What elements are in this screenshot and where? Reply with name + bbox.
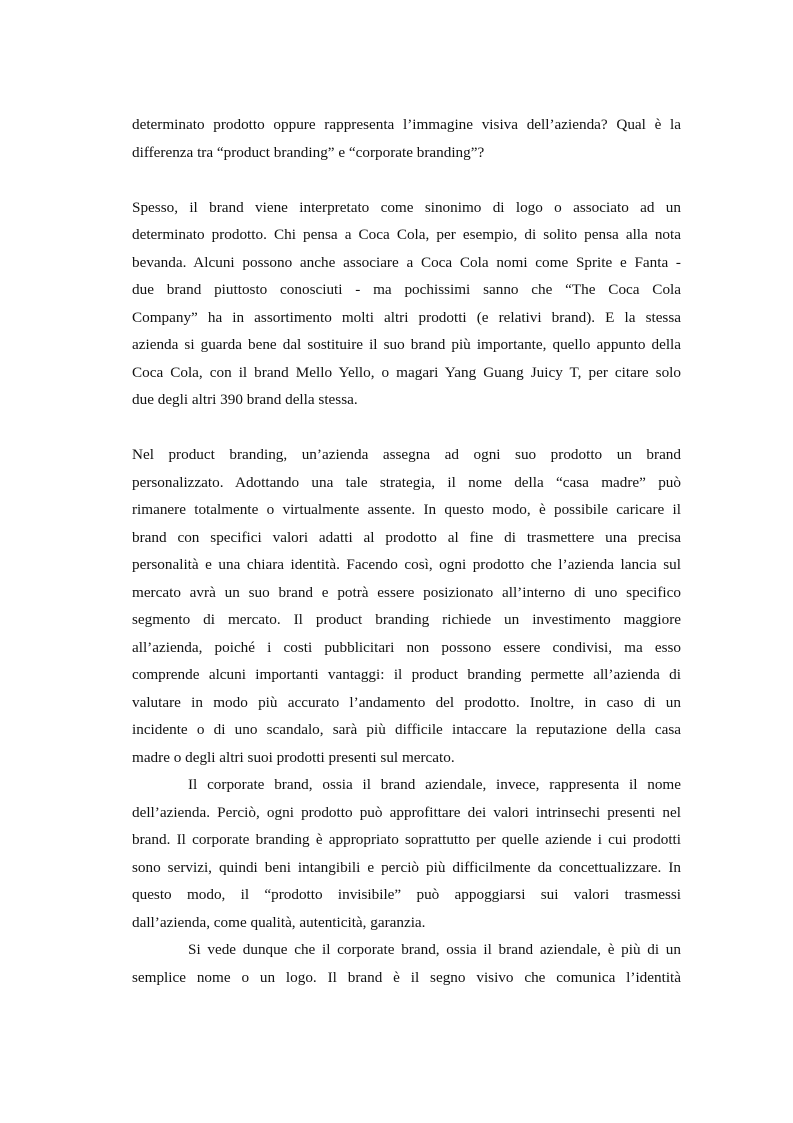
text-line: brand. Il corporate branding è appropriato soprattutto per quelle aziende i cui prodotti — [132, 831, 681, 848]
text-line: bevanda. Alcuni possono anche associare a Coca Cola nomi come Sprite e Fanta - — [132, 253, 681, 271]
paragraph-brand-sign — [132, 936, 681, 991]
text-line: segmento di mercato. Il product branding richiede un investimento maggiore — [132, 611, 681, 628]
text-line: due degli altri 390 brand della stessa. — [132, 391, 358, 408]
paragraph-corporate-brand — [132, 771, 681, 936]
paragraph-spacer — [132, 166, 681, 194]
text-line: due brand piuttosto conosciuti - ma pochissimi sanno che “The Coca Cola — [132, 281, 681, 298]
text-line: personalizzato. Adottando una tale strategia, il nome della “casa madre” può — [132, 473, 681, 491]
paragraph-spacer — [132, 414, 681, 442]
text-line: Il corporate brand, ossia il brand aziendale, invece, rappresenta il nome — [188, 776, 681, 793]
text-line: azienda si guarda bene dal sostituire il suo brand più importante, quello appunto della — [132, 336, 681, 353]
text-line: valutare in modo più accurato l’andamento del prodotto. Inoltre, in caso di un — [132, 693, 681, 711]
text-line: determinato prodotto. Chi pensa a Coca Cola, per esempio, di solito pensa alla nota — [132, 226, 681, 243]
text-line: incidente o di uno scandalo, sarà più difficile intaccare la reputazione della casa — [132, 721, 681, 738]
text-line: Company” ha in assortimento molti altri prodotti (e relativi brand). E la stessa — [132, 308, 681, 326]
paragraph-coca-cola — [132, 194, 681, 414]
text-line: all’azienda, poiché i costi pubblicitari non possono essere condivisi, ma esso — [132, 638, 681, 656]
text-line: semplice nome o un logo. Il brand è il segno visivo che comunica l’identità — [132, 968, 681, 986]
text-line: comprende alcuni importanti vantaggi: il product branding permette all’azienda di — [132, 666, 681, 683]
text-line: Coca Cola, con il brand Mello Yello, o magari Yang Guang Juicy T, per citare solo — [132, 363, 681, 381]
body-text — [132, 111, 681, 991]
text-line: dell’azienda. Perciò, ogni prodotto può approfittare dei valori intrinsechi presenti nel — [132, 803, 681, 821]
text-line: Si vede dunque che il corporate brand, ossia il brand aziendale, è più di un — [188, 941, 681, 958]
text-line: dall’azienda, come qualità, autenticità, garanzia. — [132, 913, 426, 931]
text-line: madre o degli altri suoi prodotti presenti sul mercato. — [132, 748, 455, 766]
paragraph-intro-question — [132, 111, 681, 166]
text-line: sono servizi, quindi beni intangibili e perciò più difficilmente da concettualizzare. In — [132, 858, 681, 876]
text-line: Nel product branding, un’azienda assegna ad ogni suo prodotto un brand — [132, 446, 681, 463]
text-line: brand con specifici valori adatti al prodotto al fine di trasmettere una precisa — [132, 528, 681, 546]
text-line: questo modo, il “prodotto invisibile” può appoggiarsi sui valori trasmessi — [132, 886, 681, 903]
paragraph-product-branding — [132, 441, 681, 771]
text-line: differenza tra “product branding” e “corporate branding”? — [132, 143, 485, 161]
text-line: personalità e una chiara identità. Facendo così, ogni prodotto che l’azienda lancia sul — [132, 556, 681, 573]
text-line: rimanere totalmente o virtualmente assente. In questo modo, è possibile caricare il — [132, 501, 681, 518]
text-line: determinato prodotto oppure rappresenta l’immagine visiva dell’azienda? Qual è la — [132, 116, 681, 133]
text-line: mercato avrà un suo brand e potrà essere posizionato all’interno di uno specifico — [132, 583, 681, 601]
text-line: Spesso, il brand viene interpretato come sinonimo di logo o associato ad un — [132, 198, 681, 216]
